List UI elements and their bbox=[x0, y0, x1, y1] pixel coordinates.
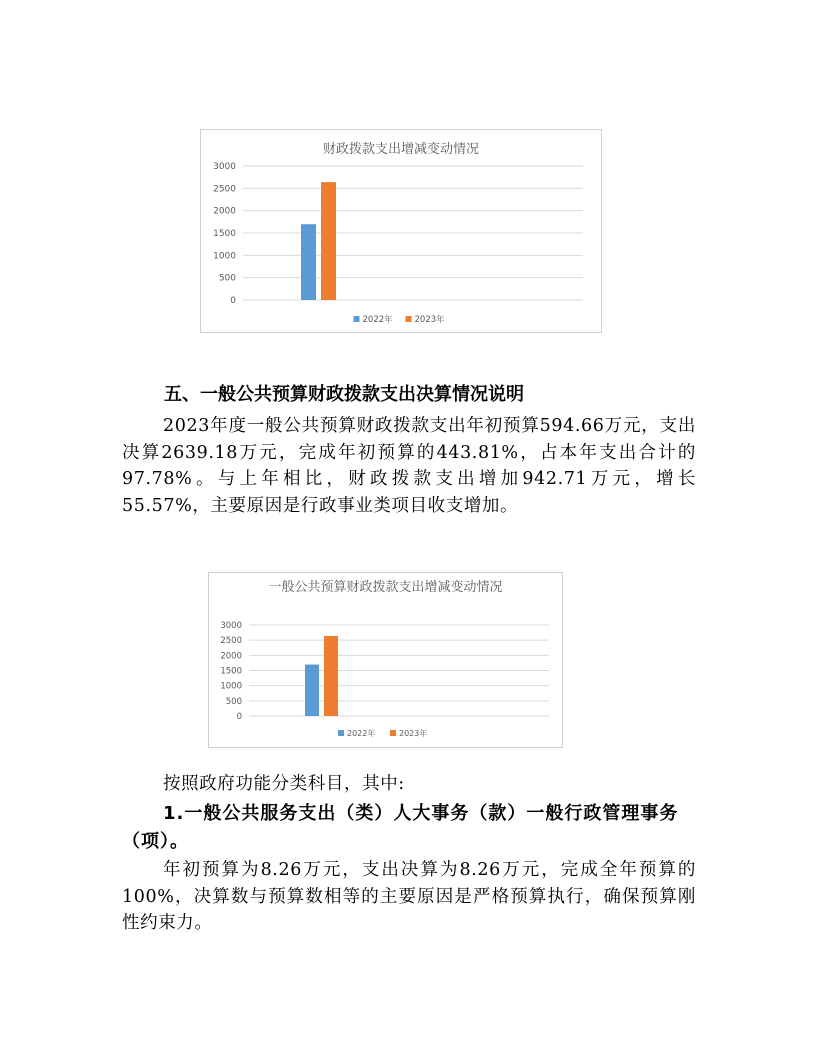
y-tick-label: 1500 bbox=[220, 666, 242, 677]
bar-2023年 bbox=[324, 636, 338, 716]
y-tick-label: 500 bbox=[225, 696, 242, 707]
y-tick-label: 1000 bbox=[213, 251, 236, 262]
legend-swatch bbox=[354, 316, 360, 322]
general-budget-change-chart bbox=[208, 572, 563, 748]
legend-swatch bbox=[406, 316, 412, 322]
legend-swatch bbox=[338, 730, 344, 736]
chart-title: 一般公共预算财政拨款支出增减变动情况 bbox=[268, 580, 503, 595]
item-heading: 1.一般公共服务支出（类）人大事务（款）一般行政管理事务（项）。 bbox=[122, 803, 679, 852]
legend-label: 2022年 bbox=[362, 315, 393, 325]
y-tick-label: 0 bbox=[236, 712, 242, 722]
y-tick-label: 0 bbox=[230, 296, 236, 306]
y-tick-label: 1000 bbox=[220, 681, 242, 692]
legend-label: 2023年 bbox=[414, 315, 445, 325]
y-tick-label: 500 bbox=[218, 273, 236, 284]
y-tick-label: 3000 bbox=[220, 621, 242, 631]
legend-label: 2023年 bbox=[399, 729, 428, 738]
chart-title: 财政拨款支出增减变动情况 bbox=[322, 142, 479, 157]
chart-plot bbox=[209, 573, 564, 749]
chart-plot bbox=[201, 130, 603, 334]
y-tick-label: 3000 bbox=[213, 162, 236, 172]
section-heading: 五、一般公共预算财政拨款支出决算情况说明 bbox=[164, 384, 524, 405]
item-paragraph: 年初预算为8.26万元，支出决算为8.26万元，完成全年预算的100%，决算数与预算数相等的主要原因是严格预算执行，确保预算刚性约束力。 bbox=[122, 860, 696, 933]
y-tick-label: 2500 bbox=[220, 636, 242, 647]
y-tick-label: 1500 bbox=[213, 229, 236, 239]
bar-2023年 bbox=[321, 182, 336, 300]
y-tick-label: 2000 bbox=[213, 206, 236, 217]
legend-swatch bbox=[390, 730, 396, 736]
y-tick-label: 2000 bbox=[220, 651, 242, 662]
expenditure-change-chart bbox=[200, 129, 602, 333]
bar-2022年 bbox=[305, 665, 319, 716]
y-tick-label: 2500 bbox=[213, 184, 236, 195]
legend-label: 2022年 bbox=[347, 729, 376, 738]
section-paragraph: 2023年度一般公共预算财政拨款支出年初预算594.66万元，支出决算2639.18万元，完成年初预算的443.81%，占本年支出合计的97.78%。与上年相比，财政拨款支出增加942.71万元，增长55.57%，主要原因是行政事业类项目收支增加。 bbox=[122, 416, 696, 516]
classification-intro: 按照政府功能分类科目，其中: bbox=[163, 774, 405, 794]
bar-2022年 bbox=[301, 224, 316, 300]
